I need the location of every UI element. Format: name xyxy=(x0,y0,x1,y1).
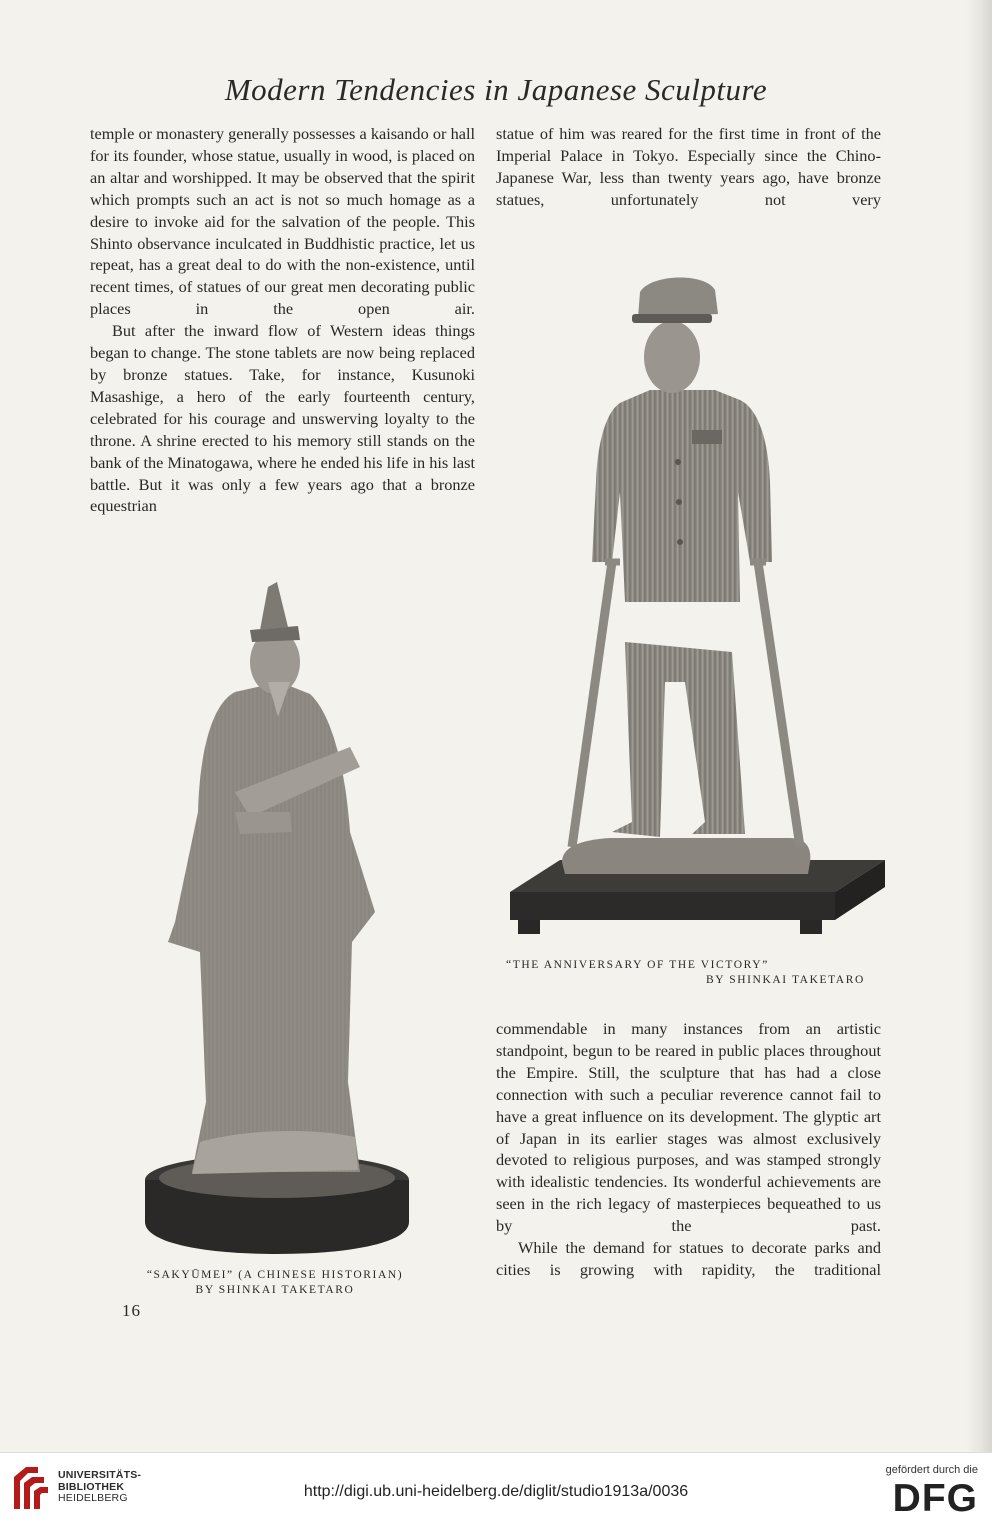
chinese-historian-sculpture-image xyxy=(140,582,410,1262)
dfg-logo: DFG xyxy=(892,1477,978,1520)
caption-sakyumei xyxy=(130,1268,420,1298)
soldier-with-crutches-sculpture-image xyxy=(500,262,895,942)
right-text-column-top xyxy=(496,123,881,211)
plate-sakyumei xyxy=(140,582,410,1262)
library-footer xyxy=(0,1452,992,1525)
page-number: 16 xyxy=(122,1301,141,1320)
running-title: Modern Tendencies in Japanese Sculpture xyxy=(224,72,768,107)
caption-sakyumei-title: “SAKYŪMEI” (A CHINESE HISTORIAN) xyxy=(146,1269,404,1281)
left-text-column xyxy=(90,123,475,517)
library-name-line3: HEIDELBERG xyxy=(58,1492,128,1504)
right-text-column-bottom xyxy=(496,1018,881,1281)
library-name-line1: UNIVERSITÄTS- xyxy=(58,1469,142,1481)
paragraph-demand-for-statues: While the demand for statues to decorate parks and cities is growing with rapidity, the traditional xyxy=(496,1238,881,1279)
permalink-url[interactable]: http://digi.ub.uni-heidelberg.de/diglit/studio1913a/0036 xyxy=(303,1483,689,1500)
plate-anniversary-of-the-victory xyxy=(500,262,895,942)
page-gutter-shadow xyxy=(966,0,992,1452)
funded-by-label: gefördert durch die xyxy=(885,1464,978,1476)
caption-sakyumei-artist: BY SHINKAI TAKETARO xyxy=(195,1284,355,1296)
library-name-line2: BIBLIOTHEK xyxy=(58,1480,125,1493)
caption-anniversary-title: “THE ANNIVERSARY OF THE VICTORY” xyxy=(506,959,769,971)
paragraph-glyptic-art: commendable in many instances from an artistic standpoint, begun to be reared in public places throughout the Empire. Still, the sculpture that has had a close connection with such a peculiar reverence cannot fail to have a great influence on its development. The glyptic art of Japan in its earlier stages was almost exclusively devoted to religious purposes, and was stamped strongly with idealistic tendencies. Its wonderful achievements are seen in the rich legacy of masterpieces bequeathed to us by the past. xyxy=(496,1019,881,1236)
paragraph-equestrian-statue: statue of him was reared for the first time in front of the Imperial Palace in Tokyo. Especially since the Chino-Japanese War, less than twenty years ago, have bronze statues, unfortunately not very xyxy=(496,124,881,209)
paragraph-western-ideas: But after the inward flow of Western ideas things began to change. The stone tablets are now being replaced by bronze statues. Take, for instance, Kusunoki Masashige, a hero of the early fourteenth century, celebrated for his courage and unswerving loyalty to the throne. A shrine erected to his memory still stands on the bank of the Minatogawa, where he ended his life in his last battle. But it was only a few years ago that a bronze equestrian xyxy=(90,321,475,516)
paragraph-kaisando: temple or monastery generally possesses a kaisando or hall for its founder, whose statue, usually in wood, is placed on an altar and worshipped. It may be observed that the spirit which prompts such an act is not so much homage as a desire to invoke aid for the salvation of the people. This Shinto observance inculcated in Buddhistic practice, let us repeat, has a great deal to do with the non-existence, until recent times, of statues of our great men decorating public places in the open air. xyxy=(90,124,475,319)
caption-anniversary-artist: BY SHINKAI TAKETARO xyxy=(706,974,865,986)
